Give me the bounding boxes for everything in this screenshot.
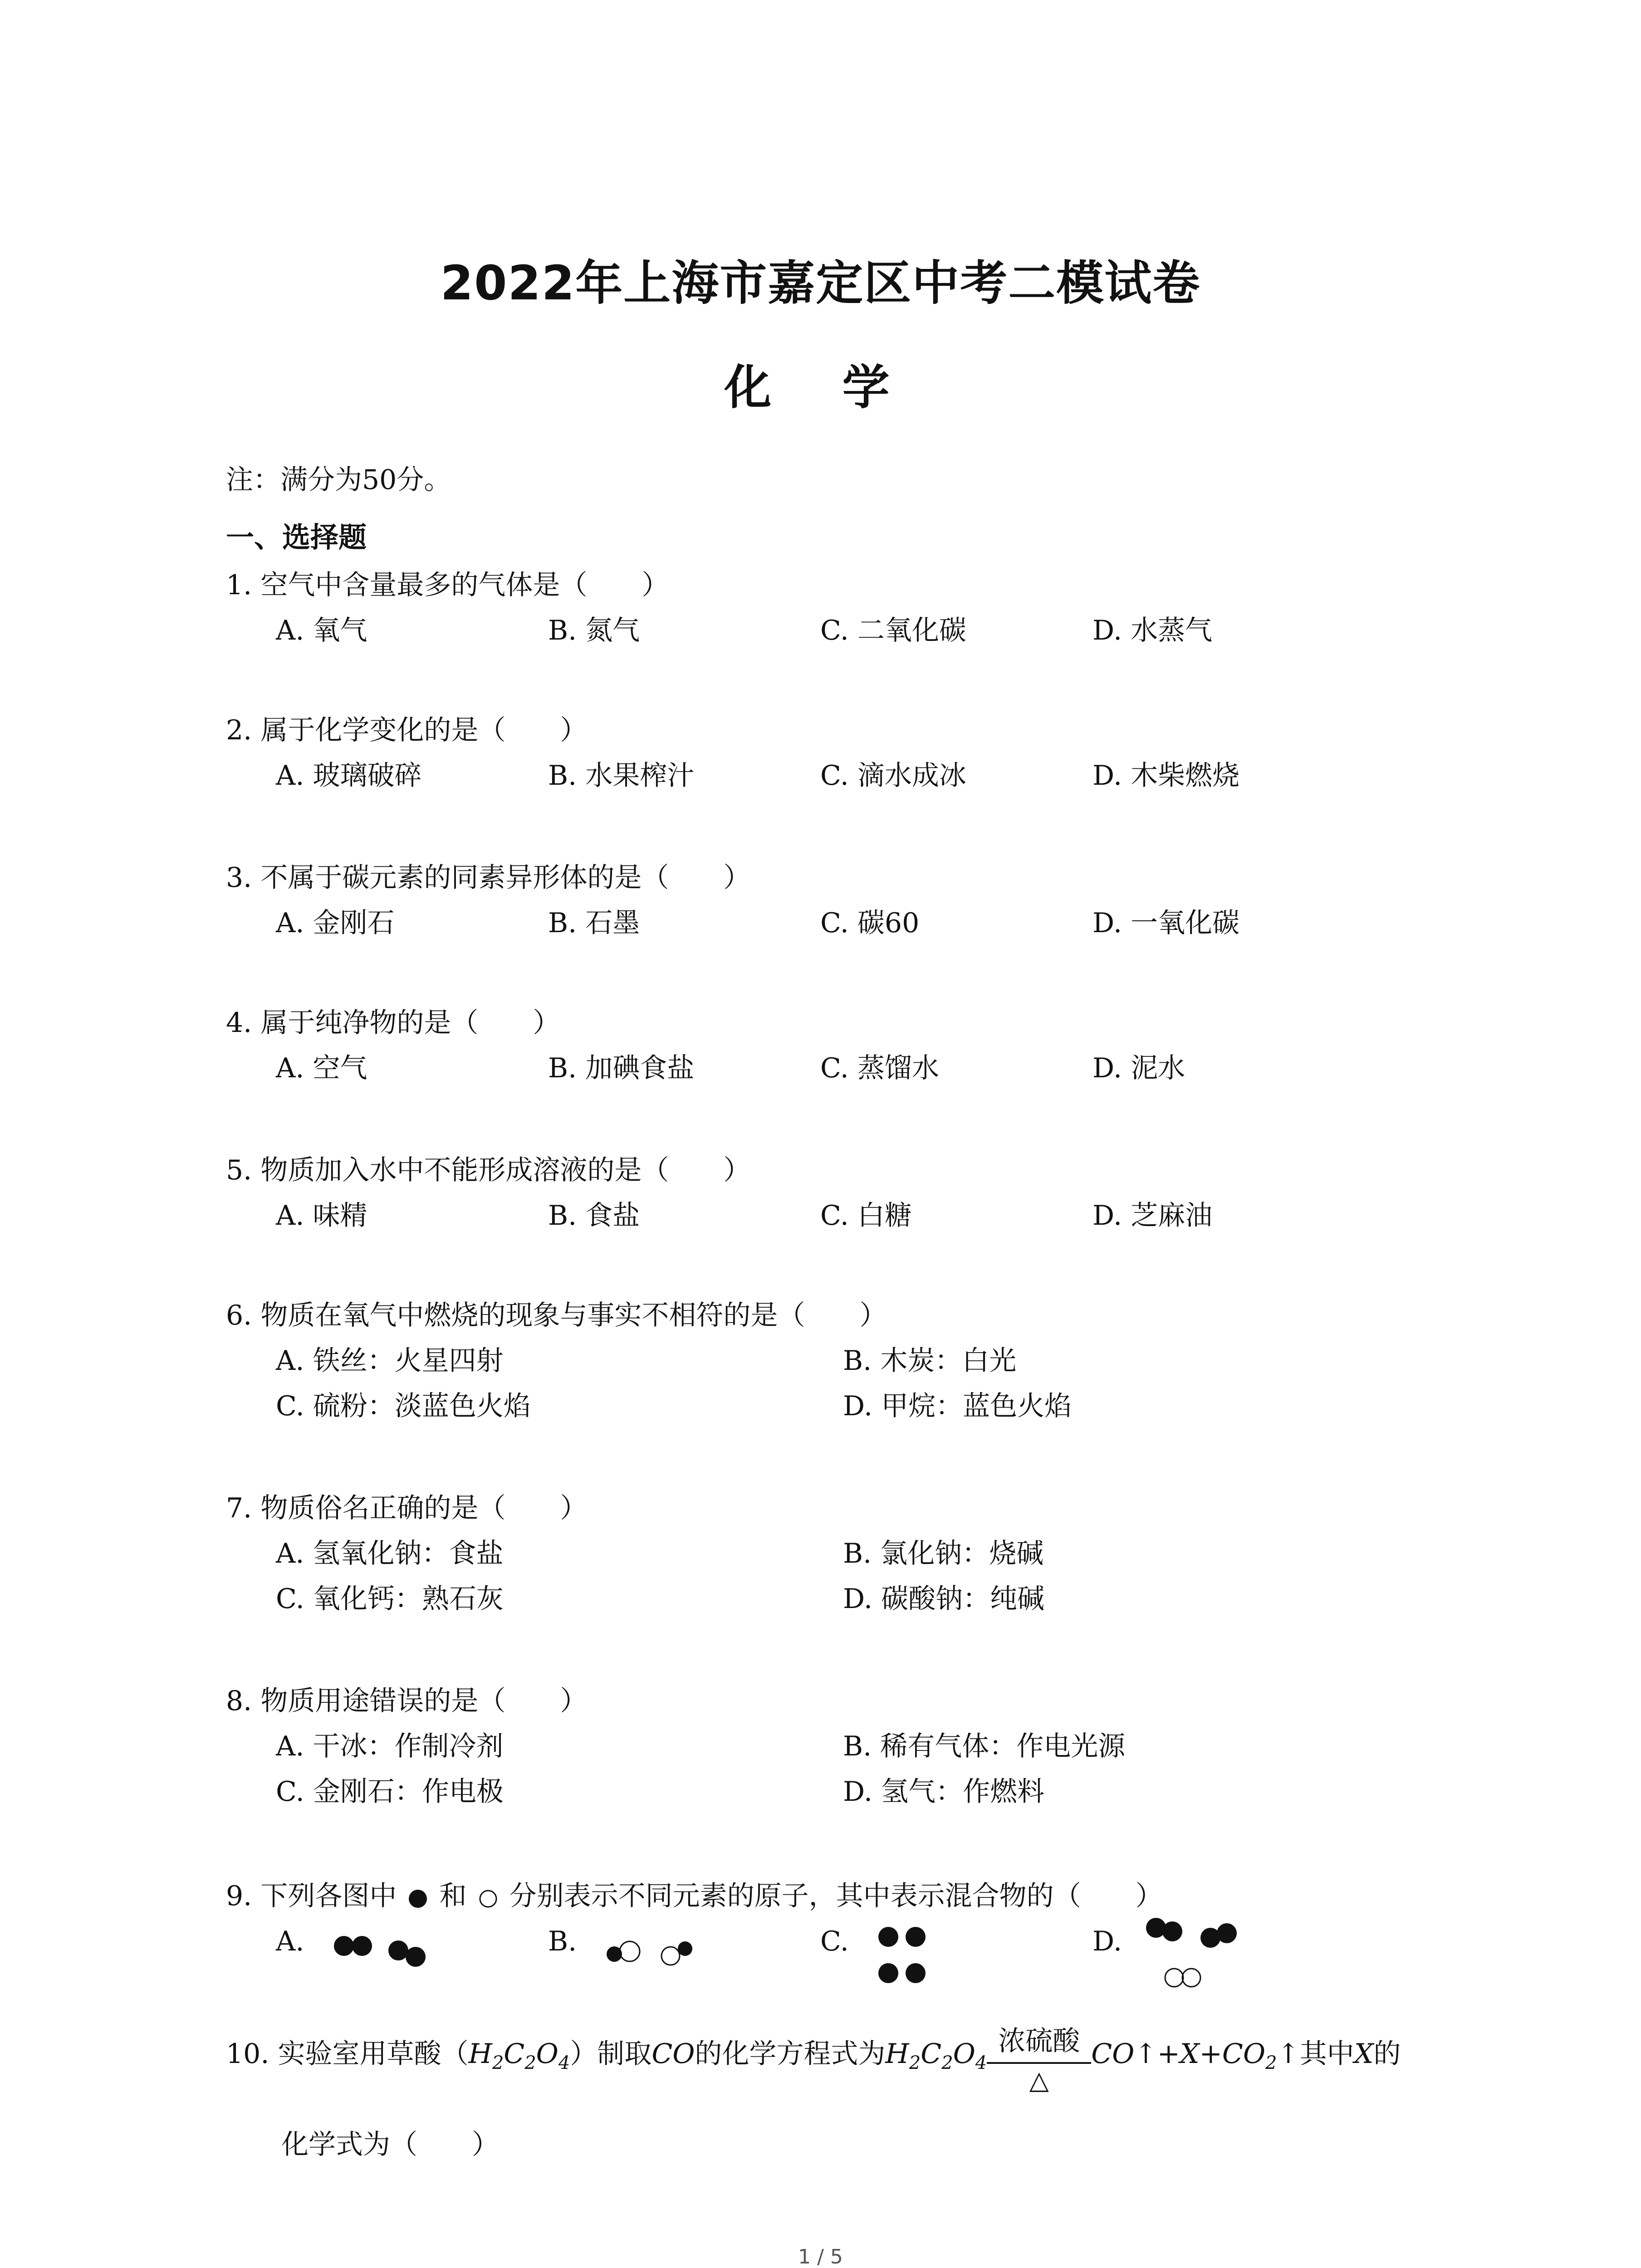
oxalic-acid-formula: $H_2C_2O_4$	[885, 2038, 987, 2073]
question-stem: 4. 属于纯净物的是（ ）	[226, 1007, 560, 1039]
option-c: C. 碳60	[820, 907, 920, 939]
question-7	[226, 1486, 1451, 1622]
plus-sign: +	[1157, 2038, 1180, 2070]
option-d: D. 一氧化碳	[1092, 907, 1240, 939]
reaction-condition	[987, 2025, 1091, 2096]
option-b: B. 加碘食盐	[548, 1052, 695, 1084]
option-c: C. 硫粉：淡蓝色火焰	[276, 1390, 531, 1422]
score-note: 注：满分为50分。	[226, 464, 451, 496]
gas-arrow: ↑	[1134, 2038, 1157, 2070]
option-d: D. 氢气：作燃料	[843, 1776, 1045, 1808]
options-row	[226, 900, 1451, 946]
question-stem: 5. 物质加入水中不能形成溶液的是（ ）	[226, 1154, 751, 1186]
option-d: D. 水蒸气	[1092, 615, 1213, 646]
options-row	[226, 1724, 1451, 1769]
question-stem	[226, 1873, 1451, 1919]
reaction-line	[987, 2062, 1091, 2064]
question-stem-part: 分别表示不同元素的原子，其中表示混合物的（ ）	[509, 1880, 1163, 1912]
question-4	[226, 1000, 1451, 1091]
question-stem-part: ）制取	[570, 2038, 652, 2070]
option-b: B. 石墨	[548, 907, 640, 939]
options-row	[226, 1531, 1451, 1576]
option-d: D. 木柴燃烧	[1092, 760, 1240, 792]
option-c: C. 白糖	[820, 1200, 912, 1232]
question-9	[226, 1873, 1451, 2009]
option-a: A. 氢氧化钠：食盐	[276, 1538, 504, 1569]
options-row	[226, 608, 1451, 653]
question-stem: 6. 物质在氧气中燃烧的现象与事实不相符的是（ ）	[226, 1300, 887, 1331]
question-stem: 1. 空气中含量最多的气体是（ ）	[226, 569, 669, 601]
co2-formula: $CO_2$	[1222, 2038, 1277, 2073]
question-stem-part: 的化学方程式为	[695, 2038, 886, 2070]
filled-atom-icon	[405, 1885, 431, 1911]
option-c: C. 蒸馏水	[820, 1052, 939, 1084]
option-a: A. 铁丝：火星四射	[276, 1345, 504, 1377]
option-b-label: B.	[548, 1926, 577, 1957]
option-a: A. 金刚石	[276, 907, 395, 939]
options-row	[226, 1769, 1451, 1814]
question-10-line-2: 化学式为（ ）	[281, 2129, 499, 2160]
option-b: B. 木炭：白光	[843, 1345, 1017, 1377]
question-5	[226, 1148, 1451, 1238]
option-b: B. 食盐	[548, 1200, 640, 1232]
options-row	[226, 1383, 1451, 1429]
hollow-atom-icon	[475, 1885, 501, 1911]
option-d: D. 泥水	[1092, 1052, 1185, 1084]
oxalic-acid-formula: $H_2C_2O_4$	[468, 2038, 570, 2073]
option-d-molecule-diagram	[1138, 1910, 1265, 2000]
question-3	[226, 855, 1451, 946]
question-1	[226, 562, 1451, 653]
question-stem-part: 9. 下列各图中	[226, 1880, 397, 1912]
co-formula: CO	[652, 2038, 695, 2070]
option-a: A. 干冰：作制冷剂	[276, 1730, 504, 1762]
question-stem-part: 和	[439, 1880, 467, 1912]
question-stem-part: 的	[1373, 2038, 1401, 2070]
option-a-label: A.	[276, 1926, 304, 1957]
question-stem-part: 其中	[1299, 2038, 1354, 2070]
condition-heat: △	[1029, 2066, 1049, 2096]
exam-subject: 化 学	[724, 360, 917, 415]
option-d: D. 甲烷：蓝色火焰	[843, 1390, 1072, 1422]
option-d-label: D.	[1092, 1926, 1122, 1957]
plus-sign: +	[1199, 2038, 1222, 2070]
option-a: A. 空气	[276, 1052, 367, 1084]
question-stem: 7. 物质俗名正确的是（ ）	[226, 1492, 588, 1524]
option-d: D. 芝麻油	[1092, 1200, 1213, 1232]
exam-title: 2022年上海市嘉定区中考二模试卷	[440, 255, 1201, 311]
option-a: A. 味精	[276, 1200, 367, 1232]
x-symbol: X	[1180, 2038, 1200, 2070]
option-b: B. 氮气	[548, 615, 640, 646]
question-10-line-1	[226, 2025, 1401, 2096]
question-8	[226, 1678, 1451, 1814]
option-a-molecule-diagram	[326, 1928, 444, 1982]
options-row	[226, 1338, 1451, 1383]
option-a: A. 玻璃破碎	[276, 760, 422, 792]
options-row	[226, 1576, 1451, 1622]
option-b: B. 稀有气体：作电光源	[843, 1730, 1126, 1762]
question-stem: 3. 不属于碳元素的同素异形体的是（ ）	[226, 862, 751, 894]
option-b: B. 氯化钠：烧碱	[843, 1538, 1044, 1569]
section-heading: 一、选择题	[226, 521, 367, 554]
question-stem: 8. 物质用途错误的是（ ）	[226, 1685, 588, 1717]
question-stem-part: 10. 实验室用草酸（	[226, 2038, 469, 2070]
option-c: C. 氧化钙：熟石灰	[276, 1583, 504, 1615]
option-c: C. 金刚石：作电极	[276, 1776, 504, 1808]
option-d: D. 碳酸钠：纯碱	[843, 1583, 1045, 1615]
options-row	[226, 1193, 1451, 1238]
x-symbol: X	[1354, 2038, 1374, 2070]
options-row	[226, 1919, 1451, 2009]
page-number: 1 / 5	[798, 2245, 843, 2268]
co-formula: CO	[1091, 2038, 1135, 2070]
options-row	[226, 1046, 1451, 1091]
option-b-molecule-diagram	[598, 1928, 716, 1982]
option-a: A. 氧气	[276, 615, 367, 646]
question-2	[226, 708, 1451, 798]
condition-catalyst: 浓硫酸	[998, 2025, 1080, 2058]
option-c: C. 二氧化碳	[820, 615, 966, 646]
option-c-molecule-diagram	[866, 1919, 956, 2000]
option-c-label: C.	[820, 1926, 849, 1957]
question-stem: 2. 属于化学变化的是（ ）	[226, 714, 588, 746]
question-6	[226, 1293, 1451, 1429]
gas-arrow: ↑	[1277, 2038, 1300, 2070]
option-b: B. 水果榨汁	[548, 760, 695, 792]
options-row	[226, 753, 1451, 798]
option-c: C. 滴水成冰	[820, 760, 966, 792]
